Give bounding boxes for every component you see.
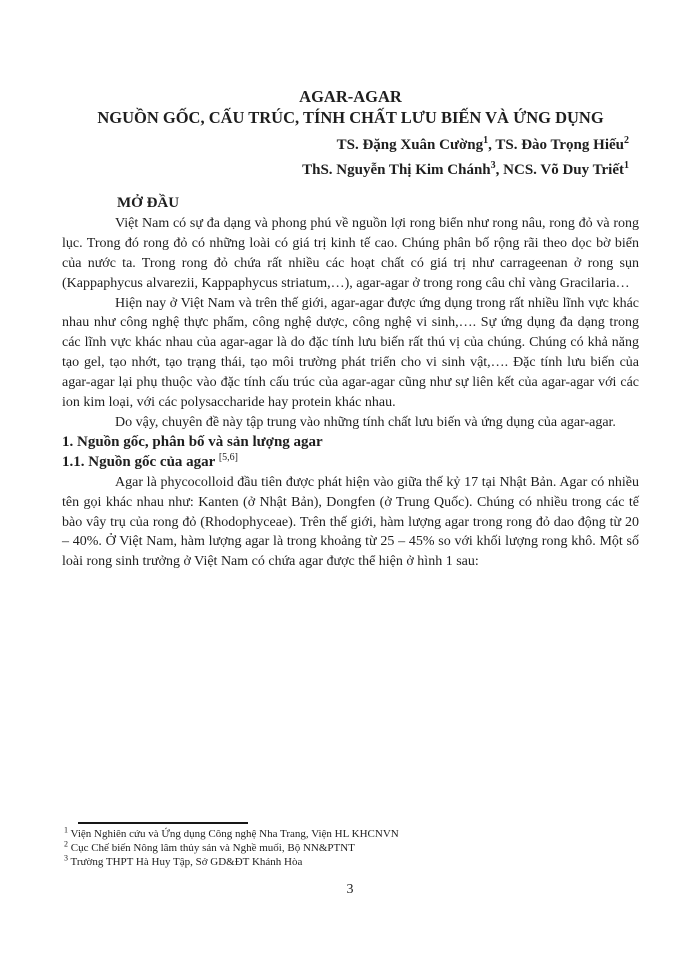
paragraph-2: Hiện nay ở Việt Nam và trên thế giới, agar-agar được ứng dụng trong rất nhiều lĩnh vực khác nhau như công nghệ thực phẩm, công nghệ dược, công nghệ vi sinh,…. Sự ứng dụng đa dạng trong các lĩnh vực khác nhau của agar-agar là do đặc tính lưu biến rất thú vị của chúng. Chúng có khả năng tạo gel, tạo nhớt, tạo trạng thái, tạo môi trường phát triển cho vi sinh vật,…. Đặc tính lưu biến của agar-agar lại phụ thuộc vào đặc tính cấu trúc của agar-agar cũng như sự liên kết của agar-agar với các ion kim loại, với các polysaccharide hay protein khác nhau. bbox=[62, 295, 639, 411]
author-name: , NCS. Võ Duy Triết bbox=[495, 161, 624, 178]
footnote-block bbox=[62, 822, 639, 870]
author-affiliation-superscript: 1 bbox=[483, 135, 489, 146]
footnote-text: Trường THPT Hà Huy Tập, Sở GD&ĐT Khánh Hòa bbox=[68, 855, 303, 868]
footnote-text: Cục Chế biến Nông lâm thủy sản và Nghề muối, Bộ NN&PTNT bbox=[68, 841, 355, 854]
document-title: AGAR-AGAR bbox=[299, 87, 402, 106]
author-affiliation-superscript: 1 bbox=[624, 159, 629, 171]
section-heading-intro: MỞ ĐẦU bbox=[117, 195, 180, 211]
reference-superscript: [5,6] bbox=[218, 451, 238, 463]
paragraph-1: Việt Nam có sự đa dạng và phong phú về nguồn lợi rong biển như rong nâu, rong đỏ và rong lục. Trong đó rong đỏ có những loài có giá trị kinh tế cao. Chúng phân bố rộng rãi theo dọc bờ biển của nước ta. Trong rong đỏ chứa rất nhiều các hoạt chất có giá trị như carrageenan ở rong sụn (Kappaphycus alvarezii, Kappaphycus striatum,…), agar-agar ở trong rong câu chỉ vàng Gracilaria… bbox=[62, 215, 639, 291]
author-affiliation-superscript: 3 bbox=[490, 159, 496, 171]
footnote-superscript: 3 bbox=[64, 853, 68, 863]
author-block bbox=[62, 133, 639, 182]
footnote-divider bbox=[78, 822, 248, 824]
paragraph-4: Agar là phycocolloid đầu tiên được phát hiện vào giữa thế kỷ 17 tại Nhật Bản. Agar có nhiều tên gọi khác nhau như: Kanten (ở Nhật Bản), Dongfen (ở Trung Quốc). Chúng có nhiều trong các tế bào vây trụ của rong đỏ (Rhodophyceae). Trên thế giới, hàm lượng agar trong rong đỏ dao động từ 20 – 40%. Ở Việt Nam, hàm lượng agar là trong khoảng từ 25 – 45% so với khối lượng rong khô. Một số loài rong sinh trưởng ở Việt Nam có chứa agar được thể hiện ở hình 1 sau: bbox=[62, 474, 639, 570]
page-number: 3 bbox=[346, 882, 354, 897]
footnote-lines bbox=[62, 825, 639, 870]
section-heading-1: 1. Nguồn gốc, phân bố và sản lượng agar bbox=[62, 433, 323, 450]
footnote-text: Viện Nghiên cứu và Ứng dụng Công nghệ Nha Trang, Viện HL KHCNVN bbox=[68, 828, 399, 840]
author-line-1 bbox=[62, 133, 639, 158]
author-affiliation-superscript: 2 bbox=[624, 135, 629, 146]
section-heading-1-1 bbox=[62, 453, 639, 473]
author-name: TS. Đặng Xuân Cường bbox=[336, 137, 484, 153]
author-name: ThS. Nguyễn Thị Kim Chánh bbox=[302, 161, 491, 178]
author-name: , TS. Đào Trọng Hiếu bbox=[488, 137, 624, 153]
footnote-superscript: 2 bbox=[64, 839, 68, 849]
author-line-2 bbox=[62, 158, 639, 183]
paragraph-3: Do vậy, chuyên đề này tập trung vào những tính chất lưu biến và ứng dụng của agar-agar. bbox=[115, 414, 616, 430]
section-heading-1-1-label: 1.1. Nguồn gốc của agar bbox=[62, 453, 219, 470]
document-subtitle: NGUỒN GỐC, CẤU TRÚC, TÍNH CHẤT LƯU BIẾN VÀ ỨNG DỤNG bbox=[97, 108, 604, 127]
footnote-2 bbox=[64, 839, 639, 856]
footnote-1 bbox=[64, 825, 639, 842]
document-content bbox=[62, 86, 639, 572]
footnote-3 bbox=[64, 853, 639, 870]
footnote-superscript: 1 bbox=[64, 825, 68, 835]
